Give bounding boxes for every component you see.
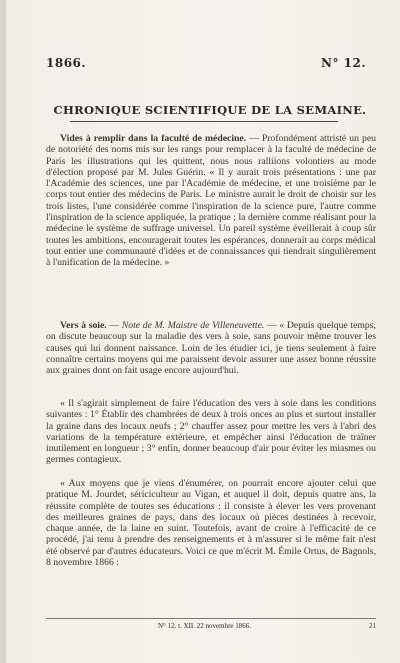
paragraph-text: « Aux moyens que je viens d'énumérer, on pourrait encore ajouter celui que pratique M. Jourdet, sériciculteur au Vigan, et auquel il doit, depuis quatre ans, la réussite complète de toutes ses éducations : il consiste à élever les vers provenant des meilleures graines de pays, dans des locaux où pièces destinées à recevoir, chaque année, de la laine en suint. Toutefois, avant de croire à l'efficacité de ce procédé, j'ai tenu à prendre des renseignements et à m'assurer si le même fait n'est été observé par d'autres éducateurs. Voici ce que m'écrit M. Émile Ortus, de Bagnols, 8 novembre 1866 : [46,478,376,569]
section-heading: Vides à remplir dans la faculté de médecine. [60,133,247,144]
page-title: CHRONIQUE SCIENTIFIQUE DE LA SEMAINE. [53,103,367,117]
paragraph-moyens [46,478,376,568]
paragraph [46,133,376,269]
page-number: 21 [369,622,376,630]
dash: — [246,133,262,144]
paragraph-text: Profondément attristé un peu de notoriété des noms mis sur les rangs pour remplacer à la faculté de médecine de Paris les illustrations qui les quittent, nous nous ralliions volontiers au mode d'élection proposé par M. Jules Guérin. « Il y aurait trois présentations : une par l'Académie des sciences, une par l'Académie de médecine, et une troisième par le corps tout entier des médecins de Paris. Le ministre aurait le droit de choisir sur les trois listes, l'une considérée comme l'inspiration de la science pure, l'autre comme l'inspiration de la science appliquée, la pratique ; la dernière comme réalisant pour la médecine le système de suffrage universel. Un pareil système éveillerait à coup sûr toutes les ambitions, encouragerait toutes les espérances, donnerait au corps médical tout entier une communauté d'idées et de connaissances qui tiendrait singulièrement à l'unification de la médecine. » [46,133,377,269]
paragraph-text: — « Depuis quelque temps, on discute beaucoup sur la maladie des vers à soie, sans pouvoir même trouver les causes qui lui donnent naissance. Loin de les étudier ici, je tiens seulement à faire connaître certains moyens qui me paraissent devoir assurer une assez bonne réussite aux graines dont on fait usage encore aujourd'hui. [46,320,376,377]
year-label: 1866. [46,56,87,70]
footer-issue: N° 12. t. XII. 22 novembre 1866. [158,622,252,630]
section-heading: Vers à soie. [60,320,107,331]
paragraph-conditions [46,398,376,466]
binding-edge [0,0,6,663]
author-note: Note de M. Maistre de Villeneuvette. [121,320,265,331]
section-vers-a-soie [46,320,376,376]
paragraph-text: « Il s'agirait simplement de faire l'éducation des vers à soie dans les conditions suivantes : 1° Établir des chambrées de deux à trois onces au plus et surtout installer la graine dans des locaux neufs ; 2° chauffer assez pour mettre les vers à l'abri des variations de la température extérieure, et empêcher ainsi l'éducation de traîner inutilement en longueur ; 3° enfin, donner beaucoup d'air pour éviter les miasmes ou germes contagieux. [46,398,376,466]
section-faculte [46,133,376,269]
page-header [46,56,366,72]
dash: — [106,320,122,331]
page-footer [46,618,376,633]
paragraph [46,320,376,376]
title-rule [70,121,338,122]
issue-number: N° 12. [320,56,366,70]
